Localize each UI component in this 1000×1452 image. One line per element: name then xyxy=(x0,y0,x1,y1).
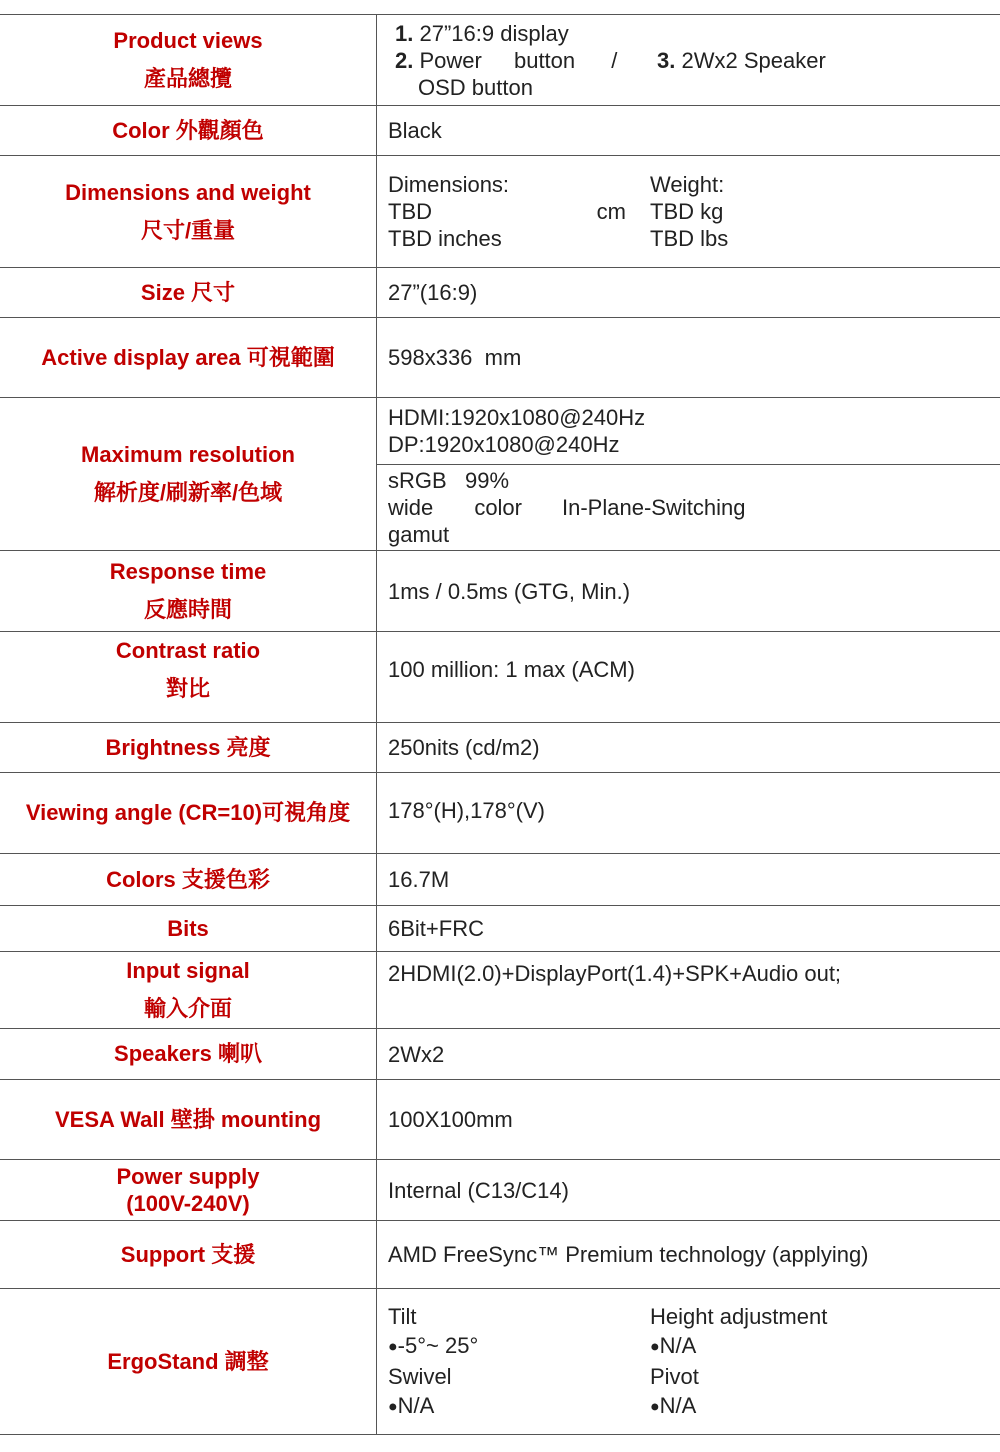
resolution-hdmi: HDMI:1920x1080@240Hz xyxy=(388,405,646,430)
item-text: 27”16:9 display xyxy=(419,20,569,46)
label-en: Product views xyxy=(113,28,263,53)
item-number: 2. xyxy=(395,47,414,73)
row-vesa xyxy=(0,1080,1000,1160)
row-response xyxy=(0,551,1000,632)
row-bits xyxy=(0,906,1000,952)
weight-kg: TBD kg xyxy=(650,199,724,224)
color-gamut-block xyxy=(377,464,1000,550)
value-contrast: 100 million: 1 max (ACM) xyxy=(377,632,1000,723)
item-number: 1. xyxy=(395,20,414,46)
label-active-area: Active display area 可視範圍 xyxy=(0,318,377,398)
dimensions-inches: TBD inches xyxy=(388,226,502,251)
label-support: Support 支援 xyxy=(0,1221,377,1289)
pivot-title: Pivot xyxy=(650,1363,699,1389)
label-resolution xyxy=(0,398,377,551)
label-viewing-angle: Viewing angle (CR=10)可視角度 xyxy=(0,773,377,854)
dimensions-title: Dimensions: xyxy=(388,172,510,197)
swivel-value: N/A xyxy=(397,1392,435,1418)
label-zh: 反應時間 xyxy=(143,597,232,622)
label-colors: Colors 支援色彩 xyxy=(0,854,377,906)
value-resolution xyxy=(377,398,1000,551)
label-color: Color 外觀顏色 xyxy=(0,106,377,156)
row-viewing-angle xyxy=(0,773,1000,854)
label-vesa: VESA Wall 壁掛 mounting xyxy=(0,1080,377,1160)
label-zh: 輸入介面 xyxy=(143,996,232,1021)
row-support xyxy=(0,1221,1000,1289)
dimensions-cm-unit: cm xyxy=(596,199,626,224)
bullet-icon: ● xyxy=(650,1398,660,1416)
row-active-area xyxy=(0,318,1000,398)
label-dimensions xyxy=(0,156,377,268)
value-ergostand xyxy=(377,1289,1000,1435)
value-brightness: 250nits (cd/m2) xyxy=(377,723,1000,773)
label-voltage: (100V-240V) xyxy=(126,1191,250,1216)
item-text: 2Wx2 Speaker xyxy=(681,47,826,73)
label-brightness: Brightness 亮度 xyxy=(0,723,377,773)
dimensions-cm: TBD xyxy=(388,199,432,224)
label-response xyxy=(0,551,377,632)
row-size xyxy=(0,268,1000,318)
label-en: Input signal xyxy=(126,958,250,983)
height-title: Height adjustment xyxy=(650,1303,828,1329)
value-viewing-angle: 178°(H),178°(V) xyxy=(377,773,1000,854)
value-bits: 6Bit+FRC xyxy=(377,906,1000,952)
value-power-supply: Internal (C13/C14) xyxy=(377,1160,1000,1221)
row-power-supply xyxy=(0,1160,1000,1221)
item-text: OSD button xyxy=(418,74,533,100)
label-en: Response time xyxy=(109,559,267,584)
label-zh: 對比 xyxy=(165,676,210,701)
label-zh: 產品總攬 xyxy=(143,66,232,91)
weight-lbs: TBD lbs xyxy=(650,226,729,251)
swivel-title: Swivel xyxy=(388,1363,452,1389)
value-color: Black xyxy=(377,106,1000,156)
gamut-word: gamut xyxy=(388,522,450,547)
label-zh: 尺寸/重量 xyxy=(140,217,236,243)
row-colors xyxy=(0,854,1000,906)
label-contrast xyxy=(0,632,377,723)
label-bits: Bits xyxy=(0,906,377,952)
label-ergostand: ErgoStand 調整 xyxy=(0,1289,377,1435)
resolution-dp: DP:1920x1080@240Hz xyxy=(388,432,620,457)
item-text: button xyxy=(513,47,576,73)
item-text: Power xyxy=(419,47,482,73)
label-en: Dimensions and weight xyxy=(65,179,311,205)
bullet-icon: ● xyxy=(388,1338,398,1356)
row-dimensions xyxy=(0,156,1000,268)
value-support: AMD FreeSync™ Premium technology (applying) xyxy=(377,1221,1000,1289)
label-zh: 解析度/刷新率/色域 xyxy=(93,480,283,505)
tilt-value: -5°~ 25° xyxy=(397,1332,479,1358)
separator: / xyxy=(611,47,618,73)
label-en: Contrast ratio xyxy=(115,638,261,663)
label-size: Size 尺寸 xyxy=(0,268,377,318)
value-product-views xyxy=(377,15,1000,106)
item-number: 3. xyxy=(657,47,676,73)
row-resolution xyxy=(0,398,1000,551)
panel-type: In-Plane-Switching xyxy=(562,495,746,520)
value-input-signal: 2HDMI(2.0)+DisplayPort(1.4)+SPK+Audio out; xyxy=(377,952,1000,1029)
row-ergostand xyxy=(0,1289,1000,1435)
tilt-title: Tilt xyxy=(388,1303,417,1329)
gamut-word: wide xyxy=(388,495,434,520)
label-input-signal xyxy=(0,952,377,1029)
spec-table xyxy=(0,14,1000,1435)
value-dimensions xyxy=(377,156,1000,268)
value-response: 1ms / 0.5ms (GTG, Min.) xyxy=(377,551,1000,632)
height-value: N/A xyxy=(659,1332,697,1358)
weight-title: Weight: xyxy=(650,172,725,197)
label-en: Maximum resolution xyxy=(81,442,295,467)
value-size: 27”(16:9) xyxy=(377,268,1000,318)
value-colors: 16.7M xyxy=(377,854,1000,906)
row-color xyxy=(0,106,1000,156)
row-input-signal xyxy=(0,952,1000,1029)
value-active-area: 598x336 mm xyxy=(377,318,1000,398)
row-product-views xyxy=(0,15,1000,106)
gamut-word: color xyxy=(474,495,522,520)
label-speakers: Speakers 喇叭 xyxy=(0,1029,377,1080)
bullet-icon: ● xyxy=(388,1398,398,1416)
srgb-coverage: sRGB 99% xyxy=(388,468,510,493)
value-vesa: 100X100mm xyxy=(377,1080,1000,1160)
bullet-icon: ● xyxy=(650,1338,660,1356)
value-speakers: 2Wx2 xyxy=(377,1029,1000,1080)
row-brightness xyxy=(0,723,1000,773)
label-en: Power supply xyxy=(116,1164,260,1189)
label-product-views xyxy=(0,15,377,106)
row-speakers xyxy=(0,1029,1000,1080)
label-power-supply xyxy=(0,1160,377,1221)
pivot-value: N/A xyxy=(659,1392,697,1418)
row-contrast xyxy=(0,632,1000,723)
